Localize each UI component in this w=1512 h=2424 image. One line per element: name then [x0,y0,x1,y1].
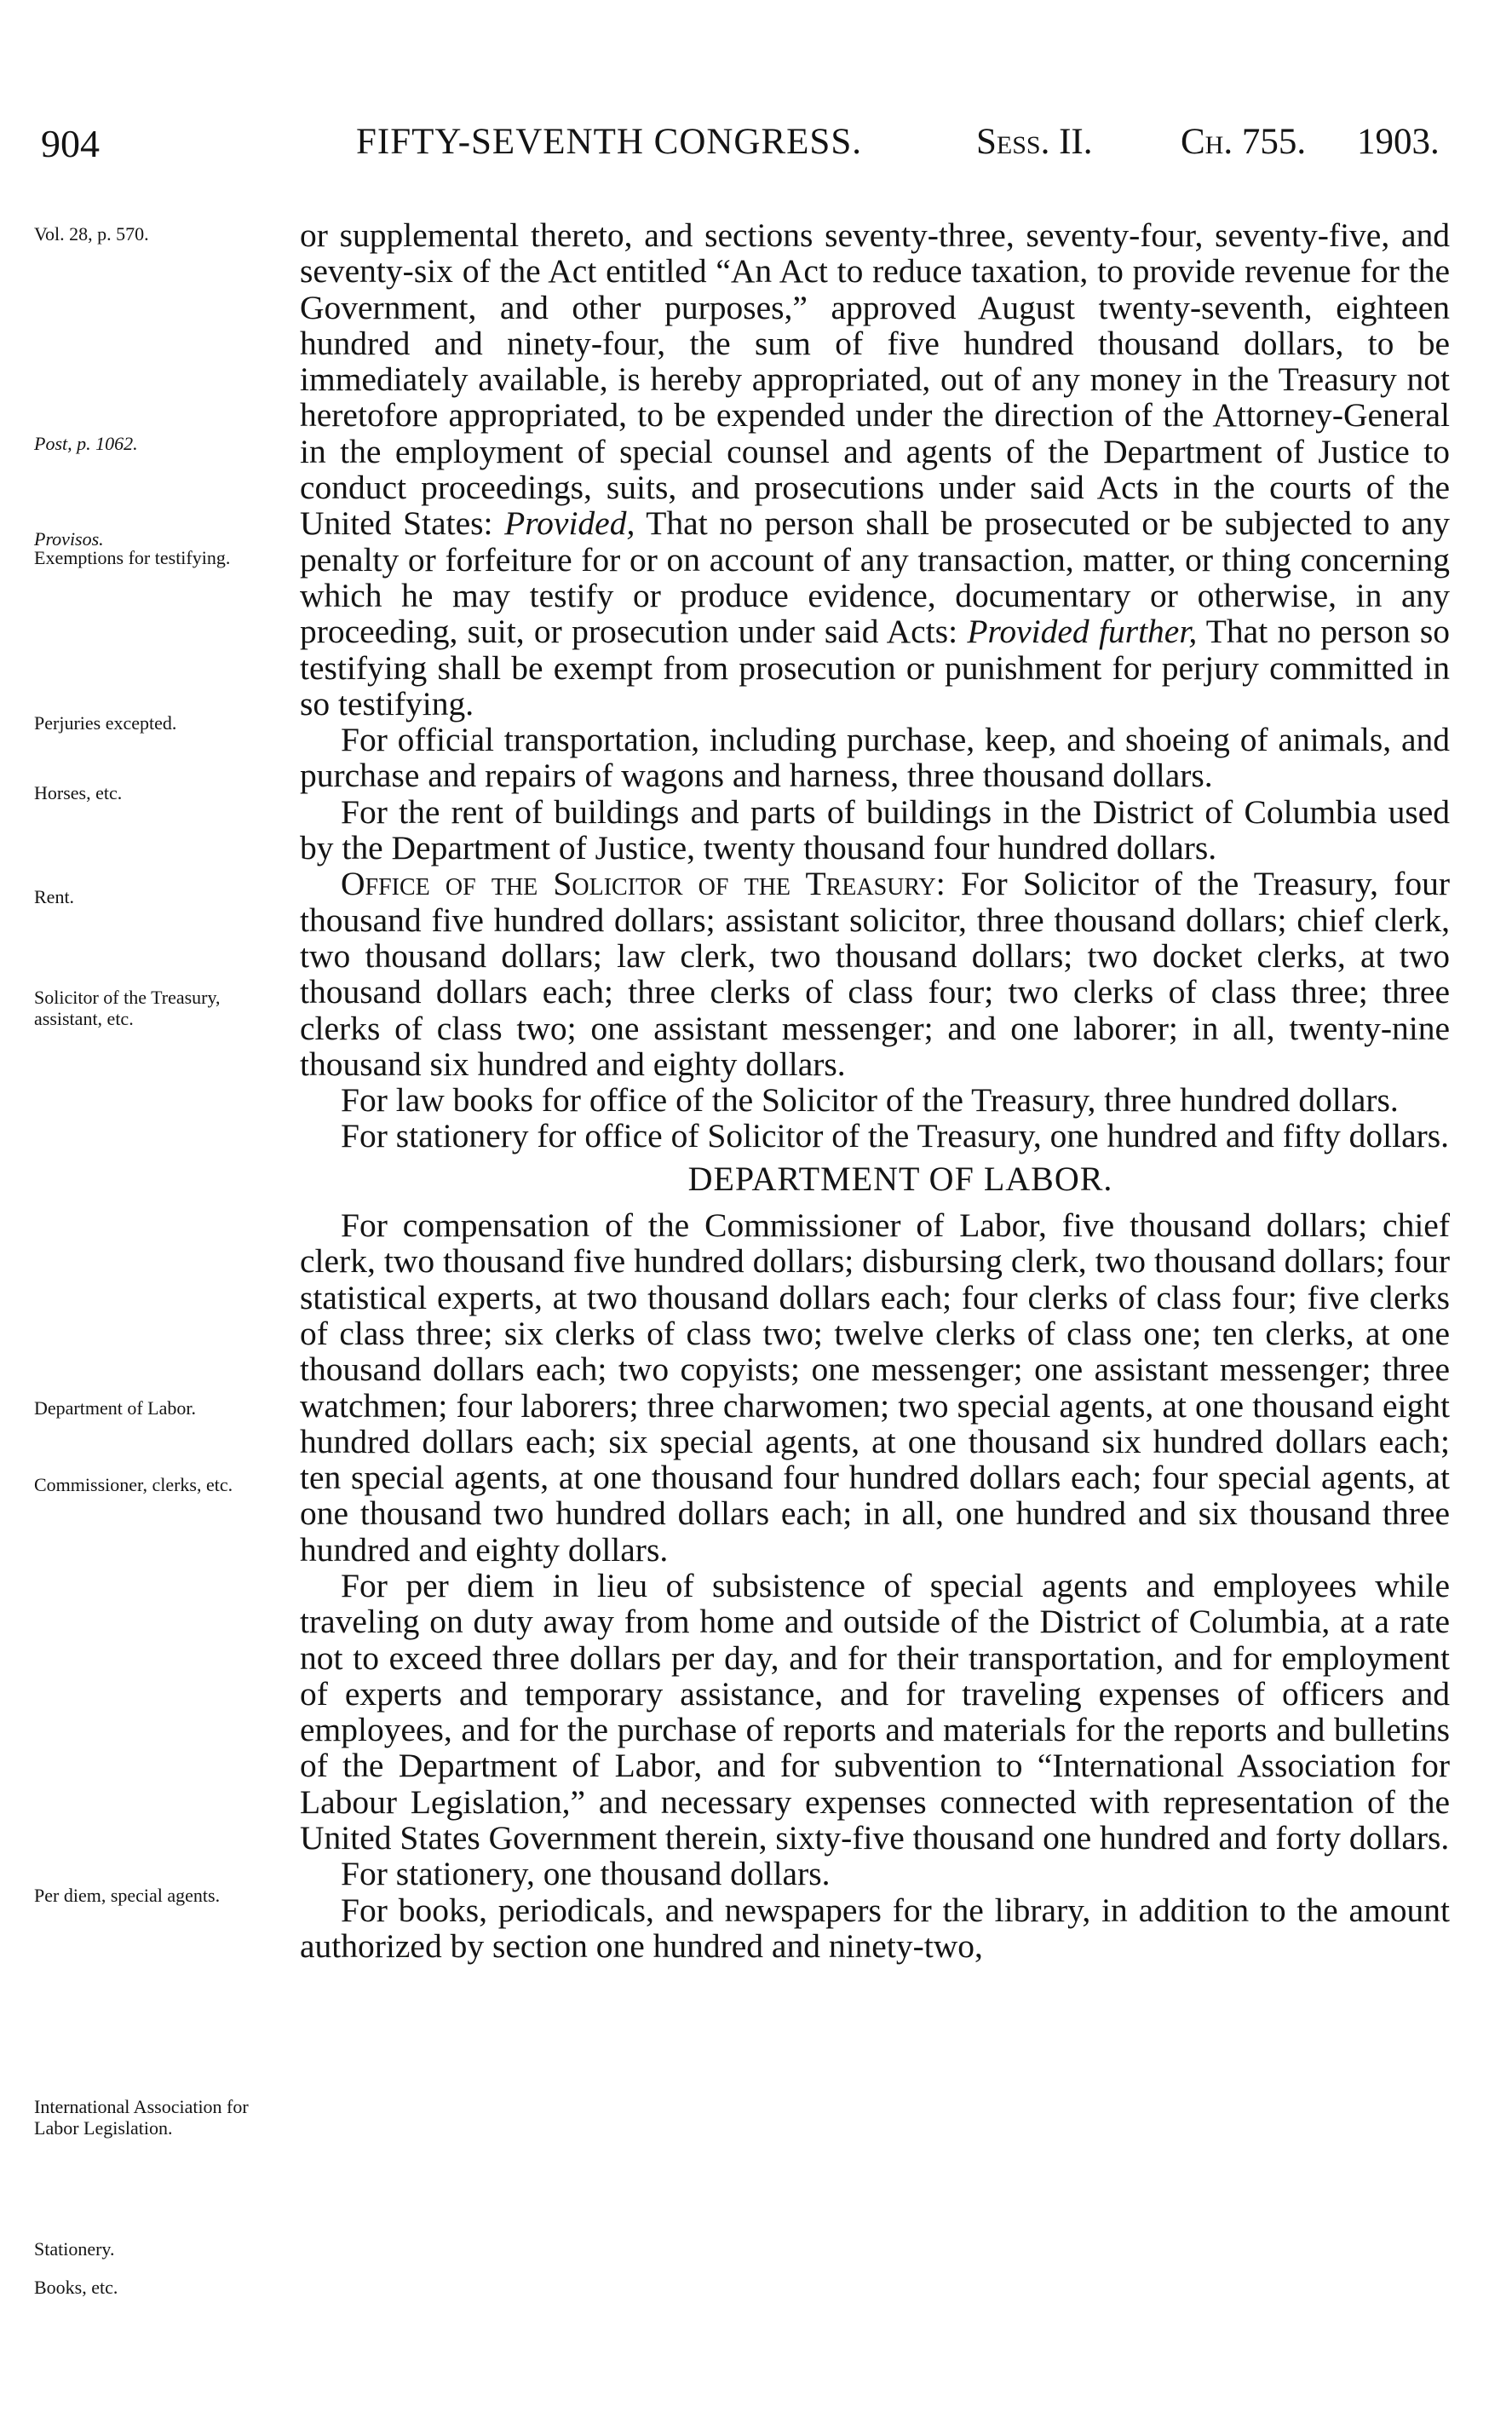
session-label: Sess. II. [976,122,1093,162]
paragraph-appropriation [300,217,1450,722]
proviso-further-text: That no person so testifying shall be exempt from prosecution or punishment for perjury committed in so testifying. [300,613,1451,723]
margin-note-horses: Horses, etc. [34,782,123,803]
margin-note-vol-reference: Vol. 28, p. 570. [34,223,149,245]
margin-note-books: Books, etc. [34,2277,118,2298]
margin-note-stationery: Stationery. [34,2238,115,2260]
paragraph-solicitor [300,866,1450,1082]
solicitor-office-text: For Solicitor of the Treasury, four thousand five hundred dollars; assistant solicitor, three thousand dollars; chief clerk, two thousand dollars; law clerk, two thousand dollars; two docket clerks, at two thousand dollars each; three clerks of class four; two clerks of class three; three clerks of class two; one assistant messenger; and one laborer; in all, twenty-nine thousand six hundred and eighty dollars. [300,865,1450,1083]
section-heading-department-of-labor: DEPARTMENT OF LABOR. [687,1159,1113,1198]
paragraph-stationery: For stationery, one thousand dollars. [341,1855,831,1893]
paragraph-appropriation-text: or supplemental thereto, and sections seventy-three, seventy-four, seventy-five, and seventy-six of the Act entitled “An Act to reduce taxation, to provide revenue for the Government, and other purposes,” approved August twenty-seventh, eighteen hundred and ninety-four, the sum of five hundred thousand dollars, to be immediately available, is hereby appropriated, out of any money in the Treasury not heretofore appropriated, to be expended under the direction of the Attorney-General in the employment of special counsel and agents of the Department of Justice to conduct proceedings, suits, and prosecutions under said Acts in the courts of the United States: [300,216,1450,543]
margin-note-solicitor: Solicitor of the Treasury, assistant, etc. [34,987,221,1029]
margin-note-international-association: International Association for Labor Legislation. [34,2096,249,2139]
margin-note-rent: Rent. [34,886,75,907]
page-number: 904 [41,122,100,165]
margin-note-per-diem: Per diem, special agents. [34,1885,221,1906]
paragraph-transportation: For official transportation, including purchase, keep, and shoeing of animals, and purchase and repairs of wagons and harness, three thousand dollars. [300,721,1450,795]
paragraph-law-books: For law books for office of the Solicitor of the Treasury, three hundred dollars. [341,1081,1399,1120]
congress-title: FIFTY-SEVENTH CONGRESS. [356,122,863,162]
margin-note-commissioner: Commissioner, clerks, etc. [34,1474,233,1495]
proviso-text: That no person shall be prosecuted or be subjected to any penalty or forfeiture for or on account of any transaction, matter, or thing concerning which he may testify or produce evidence, documentary or otherwise, in any proceeding, suit, or prosecution under said Acts: [300,504,1451,651]
solicitor-office-heading: Office of the Solicitor of the Treasury: [341,865,946,903]
paragraph-commissioner-compensation: For compensation of the Commissioner of Labor, five thousand dollars; chief clerk, two thousand five hundred dollars; disbursing clerk, two thousand dollars; four statistical experts, at two thousand dollars each; four clerks of class four; five clerks of class three; six clerks of class two; twelve clerks of class one; ten clerks, at one thousand dollars each; two copyists; one messenger; one assistant messenger; three watchmen; four laborers; three charwomen; two special agents, at one thousand eight hundred dollars each; six special agents, at one thousand six hundred dollars each; ten special agents, at one thousand four hundred dollars each; four special agents, at one thousand two hundred dollars each; in all, one hundred and six thousand three hundred and eighty dollars. [300,1206,1450,1569]
margin-note-perjuries: Perjuries excepted. [34,712,177,734]
proviso-keyword: Provided, [504,504,635,543]
year-label: 1903. [1357,122,1440,162]
proviso-further-keyword: Provided further, [967,613,1198,651]
margin-note-department-of-labor: Department of Labor. [34,1397,196,1419]
margin-note-exemptions: Exemptions for testifying. [34,547,231,568]
paragraph-solicitor-stationery: For stationery for office of Solicitor of the Treasury, one hundred and fifty dollars. [341,1117,1450,1155]
margin-note-post-reference: Post, p. 1062. [34,433,138,454]
statute-text [300,217,1450,1964]
paragraph-per-diem: For per diem in lieu of subsistence of special agents and employees while traveling on duty away from home and outside of the District of Columbia, at a rate not to exceed three dollars per day, and for their transportation, and for employment of experts and temporary assistance, and for traveling expenses of officers and employees, and for the purchase of reports and materials for the reports and bulletins of the Department of Labor, and for subvention to “International Association for Labour Legislation,” and necessary expenses connected with representation of the United States Government therein, sixty-five thousand one hundred and forty dollars. [300,1566,1450,1857]
chapter-label: Ch. 755. [1181,122,1307,162]
margin-note-provisos: Provisos. [34,528,104,550]
running-header [41,121,1438,172]
paragraph-books: For books, periodicals, and newspapers for the library, in addition to the amount authorized by section one hundred and ninety-two, [300,1891,1450,1965]
paragraph-rent: For the rent of buildings and parts of buildings in the District of Columbia used by the Department of Justice, twenty thousand four hundred dollars. [300,792,1450,867]
